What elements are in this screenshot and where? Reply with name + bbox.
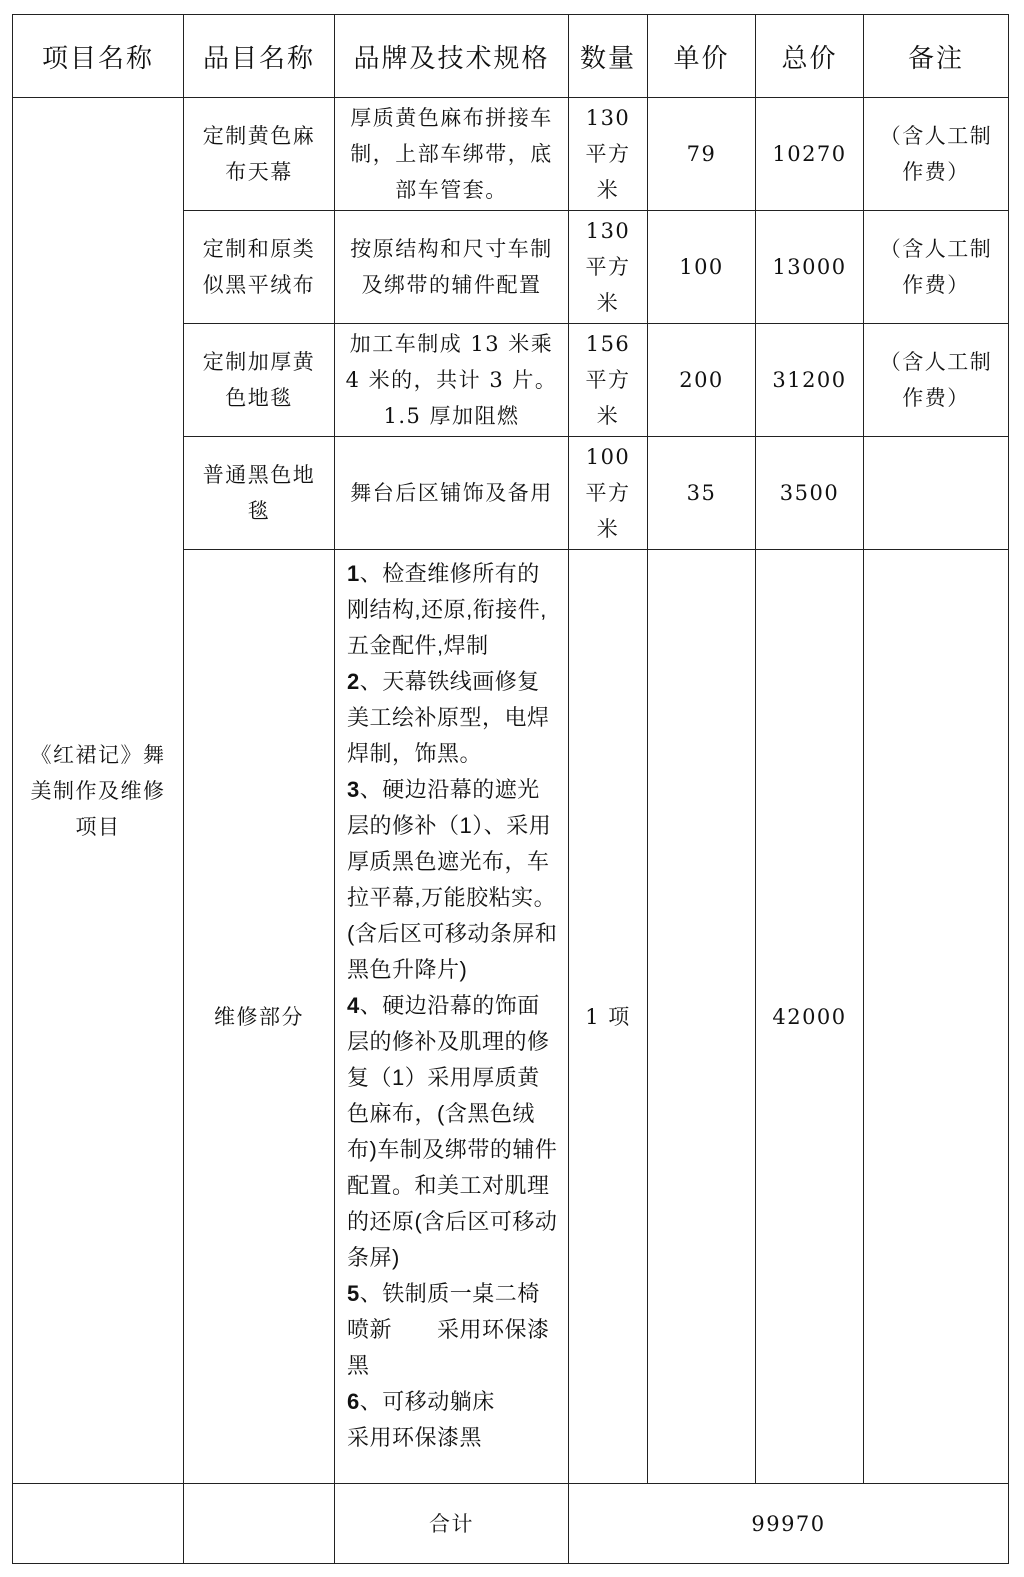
item-name-cell: 普通黑色地毯	[184, 437, 335, 550]
repair-line: 4、硬边沿幕的饰面层的修补及肌理的修复（1）采用厚质黄色麻布，(含黑色绒布)车制及绑带的辅件配置。和美工对肌理的还原(含后区可移动条屏)	[347, 993, 558, 1270]
total-row	[13, 1484, 1009, 1564]
total-price-cell: 10270	[756, 98, 864, 211]
qty-cell: 130平方米	[569, 211, 648, 324]
header-spec: 品牌及技术规格	[335, 15, 569, 98]
repair-remark-cell	[864, 550, 1009, 1484]
repair-total-cell: 42000	[756, 550, 864, 1484]
item-name-cell: 定制和原类似黑平绒布	[184, 211, 335, 324]
total-price-cell: 31200	[756, 324, 864, 437]
remark-cell: （含人工制作费）	[864, 324, 1009, 437]
repair-line: 5、铁制质一桌二椅喷新 采用环保漆黑	[347, 1281, 550, 1378]
repair-item-cell: 维修部分	[184, 550, 335, 1484]
header-qty: 数量	[569, 15, 648, 98]
unit-price-cell: 35	[648, 437, 756, 550]
unit-price-cell: 200	[648, 324, 756, 437]
unit-price-cell: 100	[648, 211, 756, 324]
total-price-cell: 13000	[756, 211, 864, 324]
remark-cell: （含人工制作费）	[864, 211, 1009, 324]
item-name-cell: 定制黄色麻布天幕	[184, 98, 335, 211]
repair-qty-cell: 1 项	[569, 550, 648, 1484]
header-remark: 备注	[864, 15, 1009, 98]
qty-cell: 156平方米	[569, 324, 648, 437]
repair-line: 3、硬边沿幕的遮光层的修补（1）、采用厚质黑色遮光布，车拉平幕,万能胶粘实。(含后区可移动条屏和黑色升降片)	[347, 777, 558, 982]
total-label-cell: 合计	[335, 1484, 569, 1564]
total-empty-cell	[13, 1484, 184, 1564]
spec-cell: 加工车制成 13 米乘 4 米的，共计 3 片。1.5 厚加阻燃	[335, 324, 569, 437]
qty-cell: 130平方米	[569, 98, 648, 211]
header-unit-price: 单价	[648, 15, 756, 98]
repair-unit-price-cell	[648, 550, 756, 1484]
header-item: 品目名称	[184, 15, 335, 98]
quotation-table	[12, 14, 1009, 1564]
repair-spec-cell	[335, 550, 569, 1484]
spec-cell: 舞台后区铺饰及备用	[335, 437, 569, 550]
repair-line: 6、可移动躺床 采用环保漆黑	[347, 1389, 540, 1450]
total-price-cell: 3500	[756, 437, 864, 550]
unit-price-cell: 79	[648, 98, 756, 211]
repair-line: 2、天幕铁线画修复美工绘补原型，电焊焊制，饰黑。	[347, 669, 550, 766]
header-row	[13, 15, 1009, 98]
qty-cell: 100平方米	[569, 437, 648, 550]
spec-cell: 厚质黄色麻布拼接车制，上部车绑带，底部车管套。	[335, 98, 569, 211]
remark-cell	[864, 437, 1009, 550]
project-name-cell: 《红裙记》舞美制作及维修项目	[13, 98, 184, 1484]
item-name-cell: 定制加厚黄色地毯	[184, 324, 335, 437]
header-project: 项目名称	[13, 15, 184, 98]
total-empty-cell	[184, 1484, 335, 1564]
header-total-price: 总价	[756, 15, 864, 98]
total-value-cell: 99970	[569, 1484, 1009, 1564]
remark-cell: （含人工制作费）	[864, 98, 1009, 211]
repair-line: 1、检查维修所有的刚结构,还原,衔接件,五金配件,焊制	[347, 561, 547, 658]
spec-cell: 按原结构和尺寸车制及绑带的辅件配置	[335, 211, 569, 324]
table-row	[13, 98, 1009, 211]
